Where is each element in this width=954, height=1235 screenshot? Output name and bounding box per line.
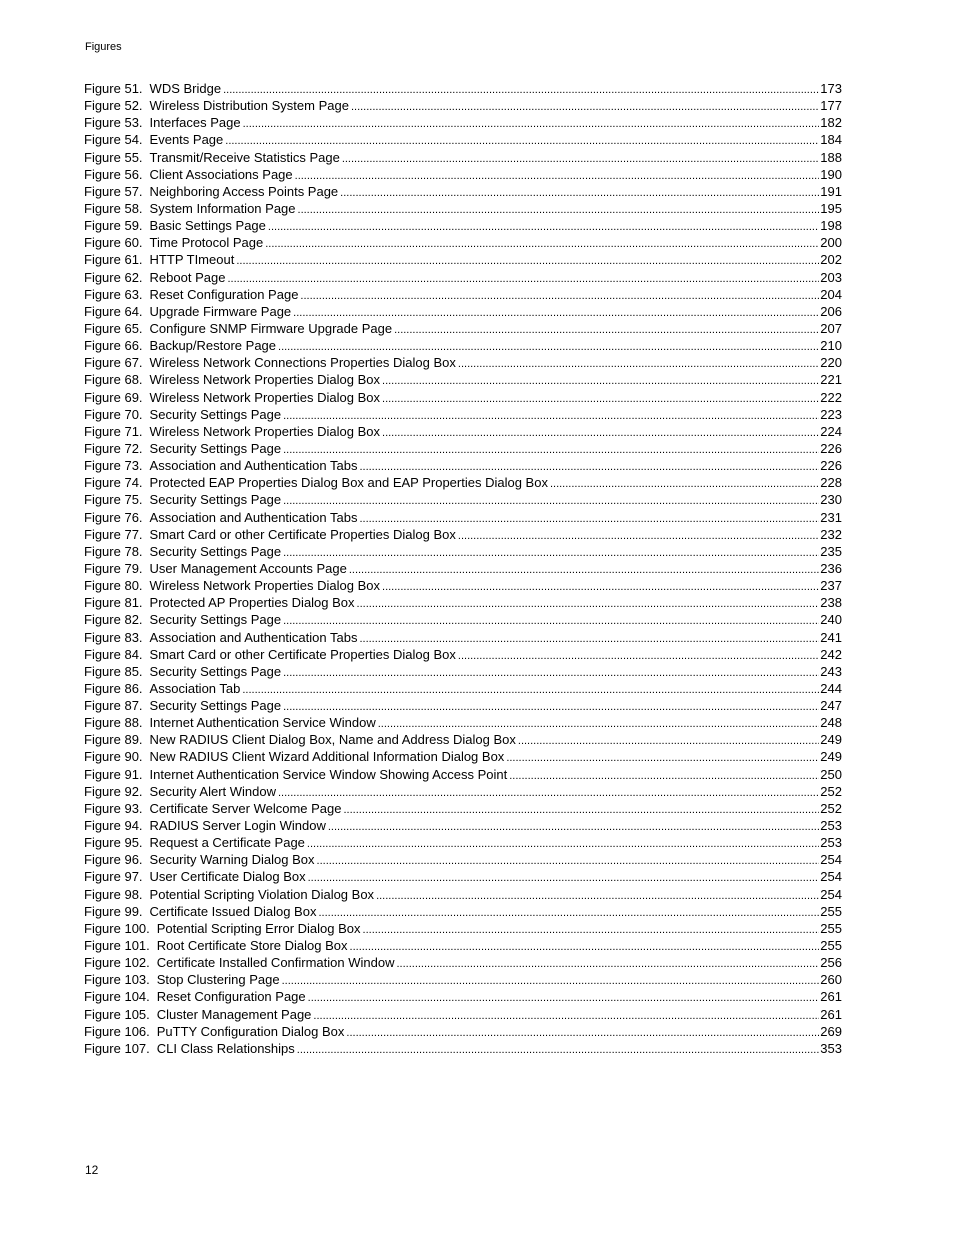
toc-entry[interactable] (84, 457, 842, 474)
toc-entry[interactable] (84, 251, 842, 268)
figure-title: Association Tab (149, 680, 241, 696)
figure-number: Figure 105. (84, 1006, 150, 1022)
dot-leader (313, 1008, 819, 1025)
figure-page-number: 237 (820, 578, 842, 594)
dot-leader (317, 853, 820, 870)
toc-entry[interactable] (84, 748, 842, 765)
dot-leader (506, 750, 819, 767)
toc-entry[interactable] (84, 971, 842, 988)
figure-page-number: 223 (820, 406, 842, 422)
toc-entry[interactable] (84, 920, 842, 937)
figure-number: Figure 82. (84, 612, 143, 628)
figure-number: Figure 77. (84, 526, 143, 542)
toc-entry[interactable] (84, 851, 842, 868)
figure-title: System Information Page (149, 200, 296, 216)
toc-entry[interactable] (84, 903, 842, 920)
dot-leader (295, 168, 820, 185)
figure-title: Protected EAP Properties Dialog Box and EAP Properties Dialog Box (149, 475, 548, 491)
toc-entry[interactable] (84, 834, 842, 851)
figure-title: Smart Card or other Certificate Properties Dialog Box (149, 526, 456, 542)
dot-leader (227, 271, 819, 288)
figure-page-number: 269 (820, 1023, 842, 1039)
toc-entry[interactable] (84, 817, 842, 834)
figure-number: Figure 78. (84, 543, 143, 559)
figure-number: Figure 97. (84, 869, 143, 885)
figure-page-number: 203 (820, 269, 842, 285)
dot-leader (283, 545, 819, 562)
figure-page-number: 253 (820, 835, 842, 851)
toc-entry[interactable] (84, 680, 842, 697)
figure-page-number: 254 (820, 886, 842, 902)
figure-number: Figure 53. (84, 115, 143, 131)
dot-leader (363, 922, 820, 939)
figure-number: Figure 73. (84, 458, 143, 474)
dot-leader (307, 836, 819, 853)
figure-title: Client Associations Page (149, 166, 293, 182)
figure-title: Security Settings Page (149, 406, 282, 422)
figure-title: Wireless Network Connections Properties Dialog Box (149, 355, 456, 371)
figure-title: Stop Clustering Page (156, 972, 280, 988)
toc-entry[interactable] (84, 800, 842, 817)
toc-entry[interactable] (84, 354, 842, 371)
dot-leader (297, 1042, 820, 1059)
figure-page-number: 232 (820, 526, 842, 542)
figure-title: CLI Class Relationships (156, 1040, 295, 1056)
figure-page-number: 230 (820, 492, 842, 508)
figure-number: Figure 55. (84, 149, 143, 165)
figure-title: RADIUS Server Login Window (149, 818, 326, 834)
figure-page-number: 184 (820, 132, 842, 148)
figure-number: Figure 51. (84, 81, 143, 96)
figure-title: Security Warning Dialog Box (149, 852, 315, 868)
dot-leader (550, 476, 819, 493)
dot-leader (342, 151, 819, 168)
figure-title: Basic Settings Page (149, 218, 266, 234)
figure-page-number: 198 (820, 218, 842, 234)
figure-number: Figure 95. (84, 835, 143, 851)
toc-entry[interactable] (84, 80, 842, 97)
figure-page-number: 240 (820, 612, 842, 628)
figure-page-number: 250 (820, 766, 842, 782)
figure-number: Figure 66. (84, 338, 143, 354)
figure-page-number: 190 (820, 166, 842, 182)
dot-leader (308, 870, 820, 887)
dot-leader (283, 442, 819, 459)
toc-entry[interactable] (84, 543, 842, 560)
figure-page-number: 231 (820, 509, 842, 525)
figure-page-number: 204 (820, 286, 842, 302)
figure-number: Figure 91. (84, 766, 143, 782)
figure-title: Potential Scripting Violation Dialog Box (149, 886, 375, 902)
dot-leader (300, 288, 819, 305)
figure-title: Association and Authentication Tabs (149, 458, 358, 474)
figure-title: Configure SNMP Firmware Upgrade Page (149, 320, 393, 336)
figure-title: Certificate Issued Dialog Box (149, 903, 317, 919)
dot-leader (308, 990, 820, 1007)
figure-title: Protected AP Properties Dialog Box (149, 595, 355, 611)
figure-title: Association and Authentication Tabs (149, 629, 358, 645)
dot-leader (518, 733, 819, 750)
figure-title: New RADIUS Client Wizard Additional Information Dialog Box (149, 749, 505, 765)
figure-number: Figure 56. (84, 166, 143, 182)
toc-entry[interactable] (84, 783, 842, 800)
page-number: 12 (85, 1163, 99, 1177)
figure-title: Security Settings Page (149, 612, 282, 628)
figure-page-number: 188 (820, 149, 842, 165)
figure-title: Security Settings Page (149, 492, 282, 508)
toc-entry[interactable] (84, 183, 842, 200)
figure-title: Time Protocol Page (149, 235, 264, 251)
figure-page-number: 238 (820, 595, 842, 611)
figure-page-number: 221 (820, 372, 842, 388)
toc-entry[interactable] (84, 114, 842, 131)
toc-entry[interactable] (84, 954, 842, 971)
figure-page-number: 252 (820, 783, 842, 799)
toc-entry[interactable] (84, 731, 842, 748)
toc-entry[interactable] (84, 886, 842, 903)
toc-entry[interactable] (84, 646, 842, 663)
figure-page-number: 182 (820, 115, 842, 131)
toc-entry[interactable] (84, 200, 842, 217)
figure-page-number: 255 (820, 903, 842, 919)
dot-leader (298, 202, 820, 219)
figure-page-number: 254 (820, 852, 842, 868)
running-header: Figures (85, 41, 122, 53)
toc-entry[interactable] (84, 509, 842, 526)
toc-entry[interactable] (84, 629, 842, 646)
toc-entry[interactable] (84, 97, 842, 114)
figure-page-number: 244 (820, 680, 842, 696)
figure-number: Figure 102. (84, 955, 150, 971)
dot-leader (328, 819, 819, 836)
figure-number: Figure 63. (84, 286, 143, 302)
figure-title: User Management Accounts Page (149, 560, 347, 576)
toc-entry[interactable] (84, 1006, 842, 1023)
dot-leader (357, 596, 820, 613)
figure-number: Figure 103. (84, 972, 150, 988)
figure-page-number: 241 (820, 629, 842, 645)
dot-leader (344, 802, 820, 819)
figure-number: Figure 76. (84, 509, 143, 525)
figure-title: Reset Configuration Page (149, 286, 299, 302)
figure-title: Events Page (149, 132, 224, 148)
toc-entry[interactable] (84, 474, 842, 491)
toc-entry[interactable] (84, 303, 842, 320)
toc-entry[interactable] (84, 937, 842, 954)
figure-title: Security Settings Page (149, 698, 282, 714)
figure-title: Reset Configuration Page (156, 989, 306, 1005)
toc-entry[interactable] (84, 594, 842, 611)
toc-entry[interactable] (84, 337, 842, 354)
figure-number: Figure 72. (84, 440, 143, 456)
figure-number: Figure 89. (84, 732, 143, 748)
dot-leader (382, 425, 819, 442)
dot-leader (396, 956, 819, 973)
toc-entry[interactable] (84, 697, 842, 714)
figure-page-number: 242 (820, 646, 842, 662)
figure-number: Figure 74. (84, 475, 143, 491)
figure-number: Figure 54. (84, 132, 143, 148)
toc-entry[interactable] (84, 423, 842, 440)
dot-leader (278, 785, 819, 802)
dot-leader (282, 973, 820, 990)
figure-page-number: 249 (820, 732, 842, 748)
figure-title: Certificate Server Welcome Page (149, 800, 342, 816)
figure-number: Figure 93. (84, 800, 143, 816)
figure-title: Smart Card or other Certificate Properties Dialog Box (149, 646, 456, 662)
figure-number: Figure 52. (84, 98, 143, 114)
toc-entry[interactable] (84, 166, 842, 183)
toc-entry[interactable] (84, 868, 842, 885)
figure-page-number: 253 (820, 818, 842, 834)
figure-number: Figure 106. (84, 1023, 150, 1039)
toc-entry[interactable] (84, 234, 842, 251)
figure-title: Neighboring Access Points Page (149, 183, 339, 199)
figure-page-number: 210 (820, 338, 842, 354)
figure-page-number: 252 (820, 800, 842, 816)
dot-leader (318, 905, 819, 922)
figure-page-number: 261 (820, 989, 842, 1005)
figure-page-number: 256 (820, 955, 842, 971)
figure-number: Figure 99. (84, 903, 143, 919)
figure-page-number: 224 (820, 423, 842, 439)
dot-leader (236, 253, 819, 270)
figure-page-number: 228 (820, 475, 842, 491)
toc-entry[interactable] (84, 440, 842, 457)
figure-number: Figure 84. (84, 646, 143, 662)
figure-title: Wireless Network Properties Dialog Box (149, 372, 381, 388)
dot-leader (458, 648, 819, 665)
figure-number: Figure 87. (84, 698, 143, 714)
figure-number: Figure 81. (84, 595, 143, 611)
list-of-figures (84, 80, 842, 1057)
dot-leader (242, 682, 819, 699)
toc-entry[interactable] (84, 389, 842, 406)
dot-leader (346, 1025, 819, 1042)
figure-title: HTTP TImeout (149, 252, 235, 268)
figure-title: WDS Bridge (149, 81, 222, 96)
figure-number: Figure 96. (84, 852, 143, 868)
figure-number: Figure 88. (84, 715, 143, 731)
toc-entry[interactable] (84, 577, 842, 594)
toc-entry[interactable] (84, 526, 842, 543)
figure-title: Wireless Network Properties Dialog Box (149, 389, 381, 405)
figure-number: Figure 60. (84, 235, 143, 251)
figure-title: Security Settings Page (149, 440, 282, 456)
figure-page-number: 254 (820, 869, 842, 885)
dot-leader (382, 373, 819, 390)
dot-leader (340, 185, 819, 202)
dot-leader (394, 322, 819, 339)
figure-title: Internet Authentication Service Window Showing Access Point (149, 766, 508, 782)
figure-number: Figure 70. (84, 406, 143, 422)
figure-number: Figure 58. (84, 200, 143, 216)
toc-entry[interactable] (84, 406, 842, 423)
figure-page-number: 191 (820, 183, 842, 199)
figure-page-number: 235 (820, 543, 842, 559)
figure-number: Figure 85. (84, 663, 143, 679)
figure-number: Figure 86. (84, 680, 143, 696)
figure-number: Figure 68. (84, 372, 143, 388)
figure-title: PuTTY Configuration Dialog Box (156, 1023, 345, 1039)
figure-number: Figure 101. (84, 938, 150, 954)
toc-entry[interactable] (84, 560, 842, 577)
dot-leader (283, 493, 819, 510)
figure-title: Internet Authentication Service Window (149, 715, 376, 731)
figure-page-number: 260 (820, 972, 842, 988)
toc-entry[interactable] (84, 663, 842, 680)
figure-number: Figure 75. (84, 492, 143, 508)
figure-number: Figure 59. (84, 218, 143, 234)
figure-page-number: 226 (820, 440, 842, 456)
figure-page-number: 261 (820, 1006, 842, 1022)
figure-page-number: 226 (820, 458, 842, 474)
figure-number: Figure 64. (84, 303, 143, 319)
figure-number: Figure 71. (84, 423, 143, 439)
dot-leader (382, 391, 819, 408)
figure-number: Figure 80. (84, 578, 143, 594)
figure-title: Wireless Distribution System Page (149, 98, 349, 114)
figure-title: Reboot Page (149, 269, 226, 285)
dot-leader (351, 99, 819, 116)
figure-title: Backup/Restore Page (149, 338, 277, 354)
figure-page-number: 177 (820, 98, 842, 114)
dot-leader (458, 356, 819, 373)
toc-entry[interactable] (84, 766, 842, 783)
figure-page-number: 353 (820, 1040, 842, 1056)
figure-number: Figure 90. (84, 749, 143, 765)
figure-number: Figure 57. (84, 183, 143, 199)
figure-number: Figure 83. (84, 629, 143, 645)
toc-entry[interactable] (84, 269, 842, 286)
toc-entry[interactable] (84, 1023, 842, 1040)
dot-leader (458, 528, 819, 545)
toc-entry[interactable] (84, 286, 842, 303)
figure-number: Figure 92. (84, 783, 143, 799)
figure-page-number: 173 (820, 81, 842, 96)
figure-number: Figure 65. (84, 320, 143, 336)
toc-entry[interactable] (84, 988, 842, 1005)
dot-leader (376, 888, 819, 905)
dot-leader (509, 768, 819, 785)
figure-number: Figure 62. (84, 269, 143, 285)
figure-title: Security Settings Page (149, 543, 282, 559)
figure-title: New RADIUS Client Dialog Box, Name and Address Dialog Box (149, 732, 516, 748)
figure-page-number: 236 (820, 560, 842, 576)
figure-page-number: 248 (820, 715, 842, 731)
figure-page-number: 247 (820, 698, 842, 714)
figure-title: Request a Certificate Page (149, 835, 305, 851)
figure-number: Figure 67. (84, 355, 143, 371)
dot-leader (243, 116, 820, 133)
figure-page-number: 206 (820, 303, 842, 319)
figure-title: Security Alert Window (149, 783, 276, 799)
figure-title: Upgrade Firmware Page (149, 303, 292, 319)
figure-title: Transmit/Receive Statistics Page (149, 149, 340, 165)
figure-page-number: 207 (820, 320, 842, 336)
figure-page-number: 255 (820, 920, 842, 936)
figure-title: Cluster Management Page (156, 1006, 312, 1022)
toc-entry[interactable] (84, 491, 842, 508)
figure-number: Figure 100. (84, 920, 150, 936)
dot-leader (265, 236, 819, 253)
figure-number: Figure 79. (84, 560, 143, 576)
figure-page-number: 249 (820, 749, 842, 765)
toc-entry[interactable] (84, 371, 842, 388)
figure-title: Association and Authentication Tabs (149, 509, 358, 525)
dot-leader (268, 219, 819, 236)
figure-title: User Certificate Dialog Box (149, 869, 306, 885)
toc-entry[interactable] (84, 217, 842, 234)
figure-page-number: 220 (820, 355, 842, 371)
figure-number: Figure 104. (84, 989, 150, 1005)
dot-leader (349, 562, 819, 579)
toc-entry[interactable] (84, 714, 842, 731)
figure-title: Root Certificate Store Dialog Box (156, 938, 348, 954)
figure-page-number: 195 (820, 200, 842, 216)
toc-entry[interactable] (84, 131, 842, 148)
dot-leader (283, 613, 819, 630)
figure-number: Figure 61. (84, 252, 143, 268)
figure-number: Figure 98. (84, 886, 143, 902)
dot-leader (382, 579, 819, 596)
figure-page-number: 202 (820, 252, 842, 268)
figure-number: Figure 69. (84, 389, 143, 405)
figure-page-number: 200 (820, 235, 842, 251)
figure-title: Wireless Network Properties Dialog Box (149, 423, 381, 439)
figure-title: Interfaces Page (149, 115, 241, 131)
figure-number: Figure 107. (84, 1040, 150, 1056)
toc-entry[interactable] (84, 320, 842, 337)
dot-leader (350, 939, 820, 956)
figure-title: Security Settings Page (149, 663, 282, 679)
figure-page-number: 222 (820, 389, 842, 405)
figure-page-number: 243 (820, 663, 842, 679)
toc-entry[interactable] (84, 611, 842, 628)
figure-title: Wireless Network Properties Dialog Box (149, 578, 381, 594)
figure-number: Figure 94. (84, 818, 143, 834)
toc-entry[interactable] (84, 1040, 842, 1057)
figure-title: Certificate Installed Confirmation Window (156, 955, 395, 971)
toc-entry[interactable] (84, 149, 842, 166)
figure-title: Potential Scripting Error Dialog Box (156, 920, 361, 936)
figure-page-number: 255 (820, 938, 842, 954)
dot-leader (283, 665, 819, 682)
